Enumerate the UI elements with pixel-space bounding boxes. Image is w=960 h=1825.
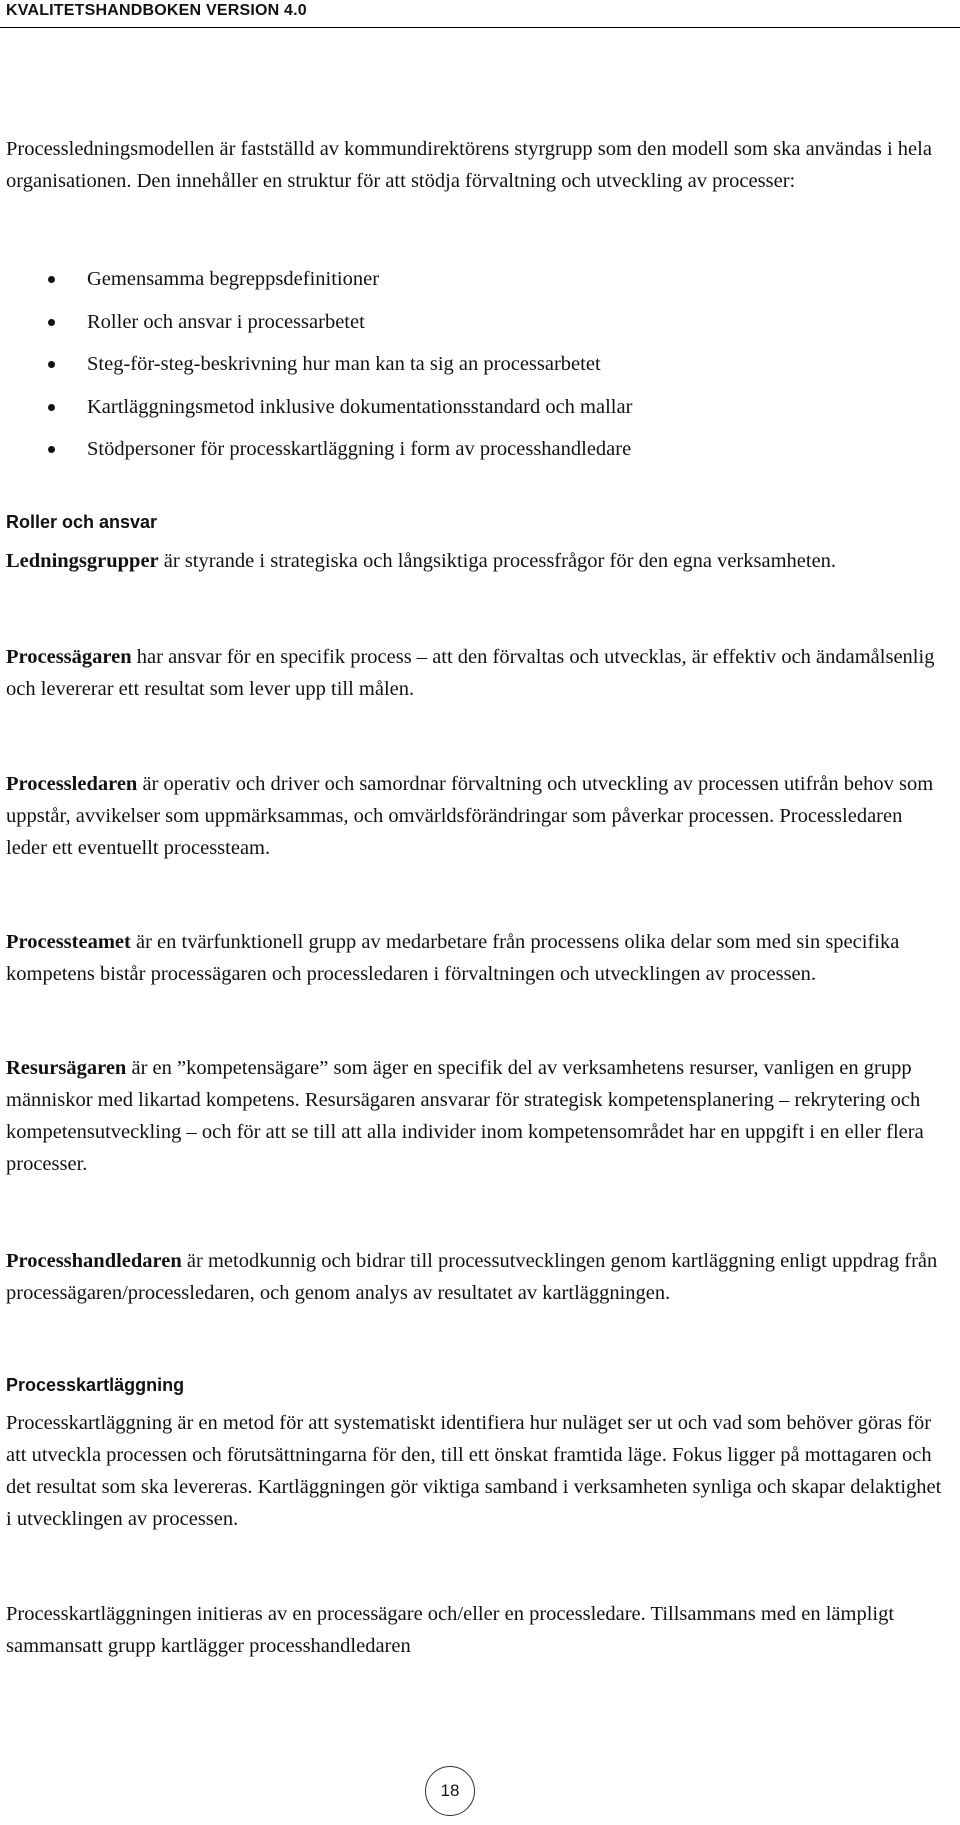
list-item	[6, 263, 946, 306]
list-item	[6, 306, 946, 349]
bullet-icon	[48, 361, 55, 368]
bullet-icon	[48, 319, 55, 326]
role-ledningsgrupper	[6, 545, 946, 577]
bullet-icon	[48, 446, 55, 453]
role-resursagaren	[6, 1052, 946, 1180]
list-item-text: Roller och ansvar i processarbetet	[87, 310, 365, 333]
page-header	[0, 0, 960, 30]
feature-list	[6, 263, 946, 476]
list-item	[6, 348, 946, 391]
mapping-paragraph: Processkartläggning är en metod för att systematiskt identifiera hur nuläget ser ut och vad som behöver göras för att utveckla processen och förutsättningarna för den, till ett önskat framtida läge. Fokus ligger på mottagaren och det resultat som ska levereras. Kartläggningen gör viktiga samband i verksamheten synliga och skapar delaktighet i utvecklingen av processen.	[6, 1412, 942, 1530]
role-processledaren	[6, 768, 946, 864]
header-title: KVALITETSHANDBOKEN VERSION 4.0	[6, 2, 307, 19]
role-processagaren	[6, 641, 946, 705]
mapping-paragraph: Processkartläggningen initieras av en processägare och/eller en processledare. Tillsammans med en lämpligt sammansatt grupp kartlägger processhandledaren	[6, 1603, 895, 1657]
role-term: Processledaren	[6, 773, 138, 795]
role-text: är en tvärfunktionell grupp av medarbetare från processens olika delar som med sin specifika kompetens bistår processägaren och processledaren i förvaltningen och utvecklingen av processen.	[6, 931, 900, 985]
role-text: är operativ och driver och samordnar förvaltning och utveckling av processen utifrån behov som uppstår, avvikelser som uppmärksammas, och omvärldsförändringar som påverkar processen. Processledaren leder ett eventuellt processteam.	[6, 773, 934, 859]
header-divider	[0, 27, 960, 28]
roles-heading: Roller och ansvar	[6, 512, 158, 532]
role-term: Resursägaren	[6, 1057, 127, 1079]
role-term: Processteamet	[6, 931, 131, 953]
role-processhandledaren	[6, 1245, 946, 1309]
role-text: är en ”kompetensägare” som äger en specifik del av verksamhetens resurser, vanligen en grupp människor med likartad kompetens. Resursägaren ansvarar för strategisk kompetensplanering – rekrytering och kompetensutveckling – och för att se till att alla individer inom kompetensområdet har en uppgift i en eller flera processer.	[6, 1057, 924, 1175]
page-number-text: 18	[440, 1781, 460, 1800]
role-text: har ansvar för en specifik process – att den förvaltas och utvecklas, är effektiv och ändamålsenlig och levererar ett resultat som lever upp till målen.	[6, 646, 935, 700]
role-text: är styrande i strategiska och långsiktiga processfrågor för den egna verksamheten.	[158, 550, 837, 572]
role-term: Ledningsgrupper	[6, 550, 159, 572]
role-term: Processägaren	[6, 646, 132, 668]
bullet-icon	[48, 276, 55, 283]
bullet-icon	[48, 404, 55, 411]
list-item-text: Steg-för-steg-beskrivning hur man kan ta sig an processarbetet	[87, 353, 601, 375]
mapping-heading: Processkartläggning	[6, 1375, 185, 1395]
role-processteamet	[6, 926, 946, 990]
intro-paragraph: Processledningsmodellen är fastställd av kommundirektörens styrgrupp som den modell som ska användas i hela organisationen. Den innehåller en struktur för att stödja förvaltning och utveckling av processer:	[6, 138, 932, 192]
role-text: är metodkunnig och bidrar till processutvecklingen genom kartläggning enligt uppdrag från processägaren/processledaren, och genom analys av resultatet av kartläggningen.	[6, 1250, 938, 1304]
page-number	[425, 1766, 475, 1816]
list-item-text: Kartläggningsmetod inklusive dokumentationsstandard och mallar	[87, 395, 633, 418]
list-item-text: Gemensamma begreppsdefinitioner	[87, 268, 380, 290]
list-item	[6, 391, 946, 434]
role-term: Processhandledaren	[6, 1250, 182, 1272]
list-item	[6, 433, 946, 476]
list-item-text: Stödpersoner för processkartläggning i form av processhandledare	[87, 438, 632, 460]
